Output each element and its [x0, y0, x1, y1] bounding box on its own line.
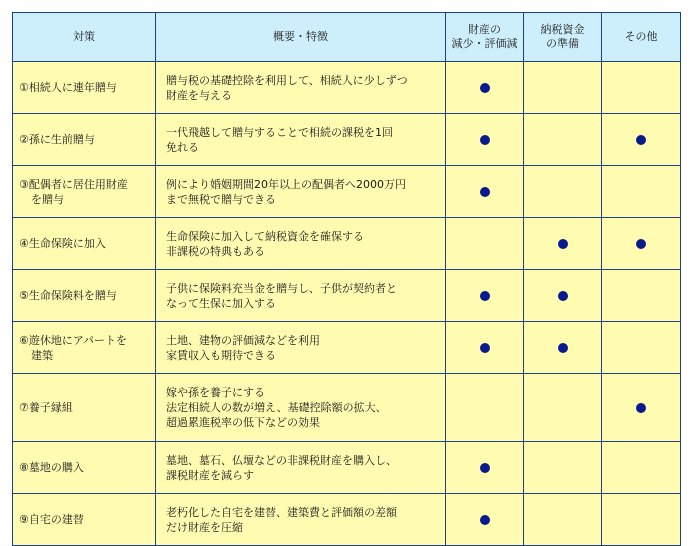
header-asset-reduction: 財産の 減少・評価減: [446, 13, 524, 62]
overview-text: 嫁や孫を養子にする: [166, 386, 265, 399]
table-row: [13, 218, 681, 270]
measure-label: ⑧墓地の購入: [19, 461, 84, 474]
measure-label: ③配偶者に居住用財産: [19, 177, 128, 191]
table-row: [13, 374, 681, 442]
measure-label-continued: 建築: [31, 348, 53, 362]
overview-text: 生命保険に加入して納税資金を確保する: [166, 229, 364, 243]
applicable-dot-icon: [636, 135, 646, 145]
overview-text: 家賃収入も期待できる: [166, 348, 276, 362]
other-cell: [602, 270, 681, 322]
applicable-dot-icon: [480, 83, 490, 93]
measure-label: ①相続人に連年贈与: [19, 81, 117, 94]
overview-cell: [156, 494, 446, 546]
header-overview: 概要・特徴: [156, 13, 446, 62]
measure-cell: [13, 442, 156, 494]
overview-text: 法定相続人の数が増え、基礎控除額の拡大、: [166, 401, 387, 414]
measure-label: ②孫に生前贈与: [19, 133, 95, 146]
measure-label: ⑥遊休地にアパートを: [19, 333, 127, 347]
applicable-dot-icon: [558, 343, 568, 353]
overview-text: 非課税の特典もある: [166, 244, 265, 258]
applicable-dot-icon: [480, 343, 490, 353]
table-row: [13, 166, 681, 218]
measure-label: ⑨自宅の建替: [19, 513, 84, 526]
overview-text: 贈与税の基礎控除を利用して、相続人に少しずつ: [166, 73, 408, 87]
tax-funds-cell: [524, 114, 602, 166]
measure-cell: [13, 322, 156, 374]
overview-text: 子供に保険料充当金を贈与し、子供が契約者と: [166, 281, 397, 295]
overview-cell: [156, 442, 446, 494]
overview-cell: [156, 62, 446, 114]
tax-funds-cell: [524, 322, 602, 374]
tax-funds-cell: [524, 494, 602, 546]
asset-reduction-cell: [446, 442, 524, 494]
header-row: [13, 13, 681, 62]
overview-cell: [156, 114, 446, 166]
table-row: [13, 494, 681, 546]
table-row: [13, 114, 681, 166]
applicable-dot-icon: [636, 239, 646, 249]
tax-funds-cell: [524, 166, 602, 218]
header-measure: 対策: [13, 13, 156, 62]
applicable-dot-icon: [480, 463, 490, 473]
measure-cell: [13, 114, 156, 166]
other-cell: [602, 218, 681, 270]
header-other: その他: [602, 13, 681, 62]
overview-text: 墓地、墓石、仏壇などの非課税財産を購入し、: [166, 453, 397, 467]
applicable-dot-icon: [480, 515, 490, 525]
overview-text: まで無税で贈与できる: [166, 192, 276, 206]
measure-cell: [13, 62, 156, 114]
asset-reduction-cell: [446, 62, 524, 114]
asset-reduction-cell: [446, 218, 524, 270]
table-row: [13, 62, 681, 114]
inheritance-tax-strategy-table: [12, 12, 681, 546]
table-body: [13, 62, 681, 546]
overview-text: 超過累進税率の低下などの効果: [166, 416, 320, 429]
tax-funds-cell: [524, 218, 602, 270]
measure-cell: [13, 270, 156, 322]
overview-text: 免れる: [166, 140, 199, 154]
measure-label: ⑤生命保険料を贈与: [19, 289, 117, 302]
measure-label: ⑦養子縁組: [19, 401, 73, 414]
overview-text: 老朽化した自宅を建替、建築費と評価額の差額: [166, 505, 397, 519]
overview-text: だけ財産を圧縮: [166, 520, 243, 534]
other-cell: [602, 114, 681, 166]
overview-cell: [156, 322, 446, 374]
applicable-dot-icon: [480, 187, 490, 197]
measure-cell: [13, 166, 156, 218]
measure-cell: [13, 494, 156, 546]
applicable-dot-icon: [558, 291, 568, 301]
measure-cell: [13, 374, 156, 442]
other-cell: [602, 374, 681, 442]
applicable-dot-icon: [480, 291, 490, 301]
overview-text: なって生保に加入する: [166, 296, 276, 310]
table-row: [13, 442, 681, 494]
asset-reduction-cell: [446, 374, 524, 442]
asset-reduction-cell: [446, 322, 524, 374]
overview-text: 例により婚姻期間20年以上の配偶者へ2000万円: [166, 177, 406, 191]
overview-cell: [156, 218, 446, 270]
other-cell: [602, 322, 681, 374]
applicable-dot-icon: [636, 403, 646, 413]
overview-text: 一代飛越して贈与することで相続の課税を1回: [166, 125, 393, 139]
overview-cell: [156, 270, 446, 322]
applicable-dot-icon: [558, 239, 568, 249]
overview-text: 土地、建物の評価減などを利用: [166, 333, 320, 347]
other-cell: [602, 442, 681, 494]
other-cell: [602, 494, 681, 546]
tax-funds-cell: [524, 270, 602, 322]
overview-text: 課税財産を減らす: [166, 468, 254, 482]
overview-text: 財産を与える: [166, 88, 232, 102]
asset-reduction-cell: [446, 270, 524, 322]
measure-cell: [13, 218, 156, 270]
asset-reduction-cell: [446, 494, 524, 546]
overview-cell: [156, 374, 446, 442]
table-row: [13, 270, 681, 322]
overview-cell: [156, 166, 446, 218]
measure-label-continued: を贈与: [31, 192, 64, 206]
tax-funds-cell: [524, 62, 602, 114]
applicable-dot-icon: [480, 135, 490, 145]
asset-reduction-cell: [446, 114, 524, 166]
other-cell: [602, 62, 681, 114]
strategy-table-container: [12, 12, 680, 532]
header-tax-funds: 納税資金 の準備: [524, 13, 602, 62]
table-row: [13, 322, 681, 374]
tax-funds-cell: [524, 442, 602, 494]
measure-label: ④生命保険に加入: [19, 237, 106, 250]
asset-reduction-cell: [446, 166, 524, 218]
tax-funds-cell: [524, 374, 602, 442]
other-cell: [602, 166, 681, 218]
